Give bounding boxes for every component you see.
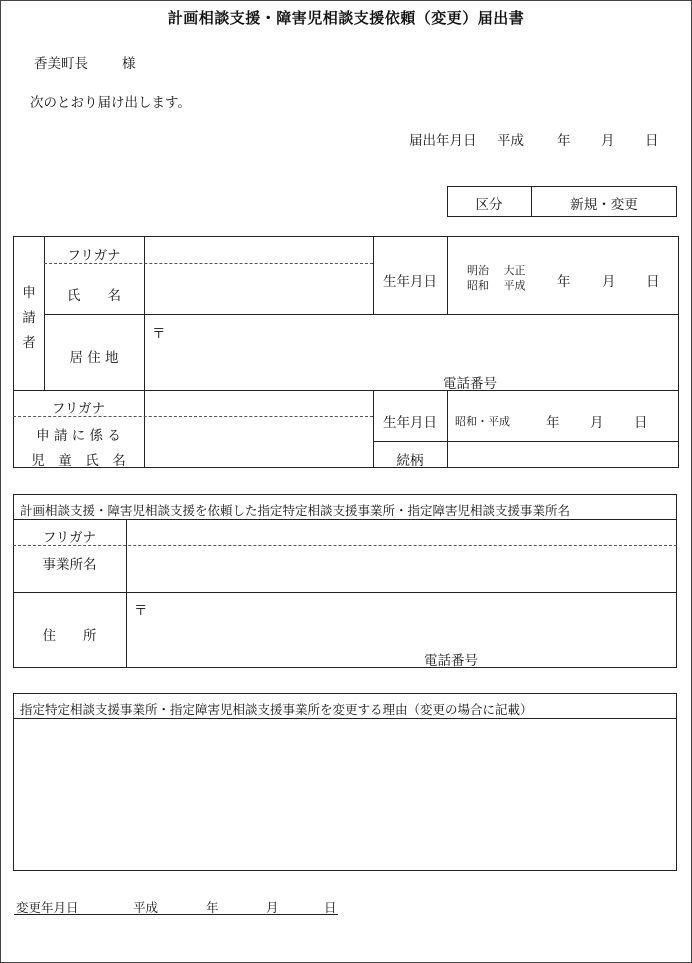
- applicant-name-label: 氏 名: [67, 288, 121, 304]
- office-phone-label: 電話番号: [424, 653, 478, 669]
- change-date-year: 年: [206, 900, 219, 915]
- applicant-phone-label: 電話番号: [443, 376, 497, 392]
- applicant-birthdate-label: 生年月日: [383, 274, 437, 290]
- change-date-era: 平成: [133, 900, 159, 915]
- change-date-label: 変更年月日: [16, 900, 79, 915]
- applicant-birth-value-divider: [447, 236, 448, 314]
- notification-date-day: 日: [645, 133, 659, 149]
- notification-date-month: 月: [601, 133, 615, 149]
- change-date-day: 日: [324, 900, 337, 915]
- office-furigana-input[interactable]: [127, 520, 676, 544]
- child-name-label-line2: 児 童 氏 名: [31, 453, 126, 469]
- change-date-month: 月: [266, 900, 279, 915]
- applicant-birth-day: 日: [646, 274, 660, 290]
- applicant-eras-line1[interactable]: 明治 大正: [467, 264, 526, 277]
- office-furigana-label: フリガナ: [42, 530, 97, 546]
- applicant-address-label: 居 住 地: [69, 350, 119, 366]
- applicant-name-input[interactable]: [145, 265, 372, 313]
- child-birth-year: 年: [546, 415, 560, 431]
- applicant-postal-mark: 〒: [152, 326, 166, 342]
- notification-date-era: 平成: [497, 133, 524, 149]
- change-date-underline: [14, 914, 338, 915]
- child-relation-label: 続柄: [396, 453, 424, 469]
- child-furigana-label: フリガナ: [51, 401, 106, 417]
- child-furigana-input[interactable]: [145, 391, 372, 415]
- child-birth-month: 月: [590, 415, 604, 431]
- applicant-section-label: 申請者: [22, 285, 36, 351]
- child-name-label-line1: 申 請 に 係 る: [36, 428, 121, 444]
- child-name-input[interactable]: [145, 418, 372, 467]
- office-name-label: 事業所名: [42, 557, 97, 573]
- applicant-eras-line2[interactable]: 昭和 平成: [467, 279, 526, 292]
- child-relation-input[interactable]: [448, 442, 678, 467]
- office-header: 計画相談支援・障害児相談支援を依頼した指定特定相談支援事業所・指定障害児相談支援事業所名: [20, 503, 571, 518]
- office-name-input[interactable]: [127, 547, 676, 591]
- office-address-input[interactable]: [127, 593, 676, 667]
- office-postal-mark: 〒: [134, 603, 148, 619]
- office-address-label: 住 所: [42, 628, 97, 644]
- applicant-birth-month: 月: [602, 274, 616, 290]
- child-birthdate-label: 生年月日: [383, 415, 437, 431]
- intro-text: 次のとおり届け出します。: [30, 95, 191, 111]
- reason-input[interactable]: [14, 719, 676, 870]
- child-birth-day: 日: [634, 415, 648, 431]
- honorific: 様: [122, 56, 136, 72]
- form-title: 計画相談支援・障害児相談支援依頼（変更）届出書: [167, 9, 525, 27]
- notification-date-label: 届出年月日: [409, 133, 477, 149]
- applicant-furigana-label: フリガナ: [67, 248, 121, 264]
- addressee: 香美町長: [34, 56, 88, 72]
- category-label: 区分: [475, 197, 503, 213]
- reason-header: 指定特定相談支援事業所・指定障害児相談支援事業所を変更する理由（変更の場合に記載）: [20, 702, 533, 717]
- applicant-birth-year: 年: [557, 274, 571, 290]
- applicant-furigana-input[interactable]: [145, 237, 372, 262]
- applicant-address-input[interactable]: [145, 315, 678, 389]
- notification-date-year: 年: [557, 133, 571, 149]
- child-eras[interactable]: 昭和・平成: [455, 415, 510, 428]
- category-value[interactable]: 新規・変更: [570, 197, 638, 213]
